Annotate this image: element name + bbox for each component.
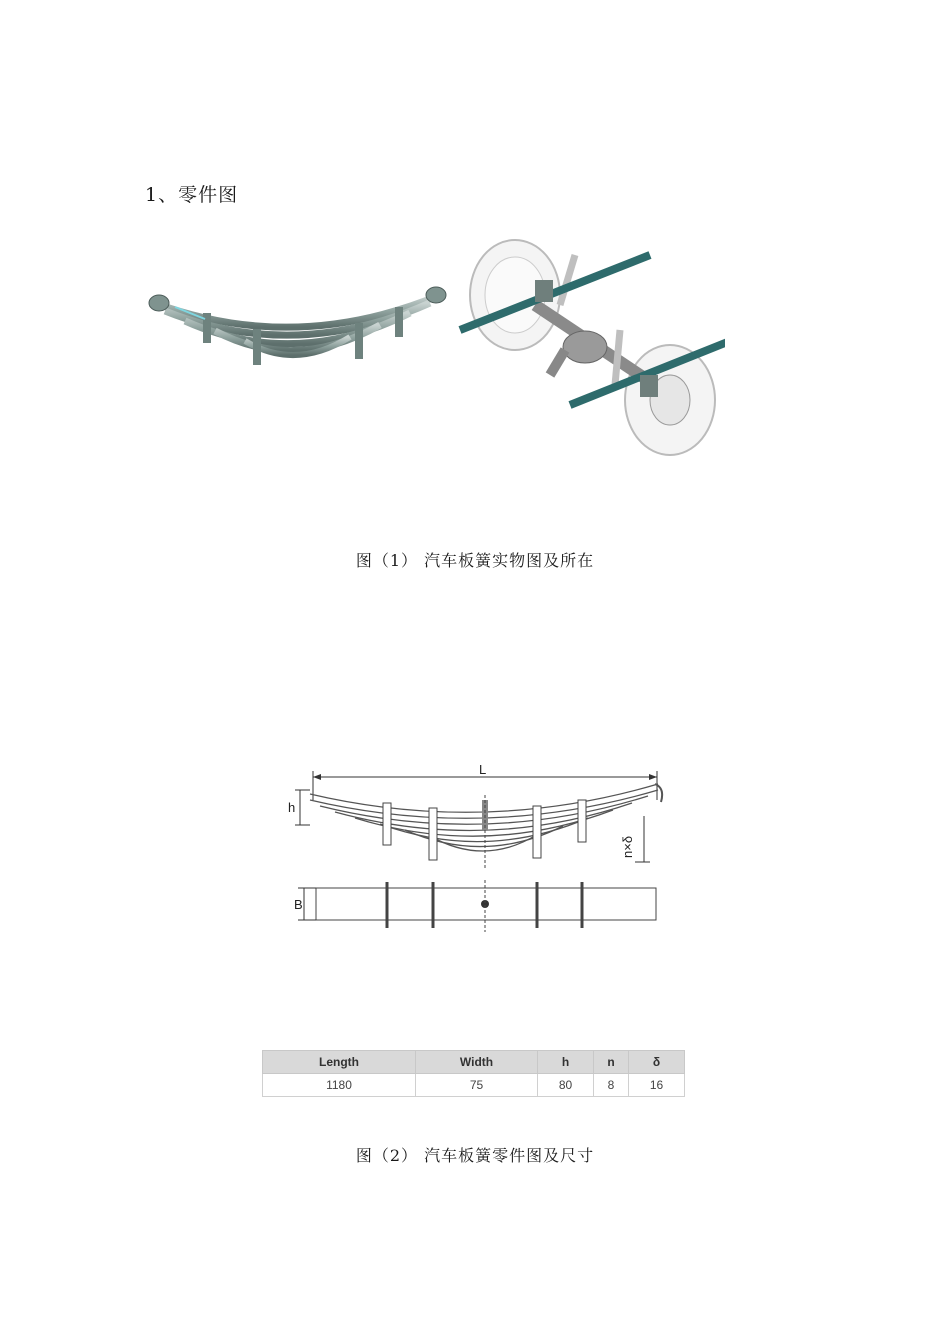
spec-table-header-row xyxy=(263,1051,685,1074)
dimension-n-delta-label: n×δ xyxy=(620,835,635,858)
header-length: Length xyxy=(263,1051,416,1074)
leaf-spring-technical-drawing xyxy=(280,760,665,940)
header-width: Width xyxy=(416,1051,538,1074)
cell-delta: 16 xyxy=(629,1074,685,1097)
cell-length: 1180 xyxy=(263,1074,416,1097)
axle-assembly-render xyxy=(455,235,725,460)
leaf-spring-photo xyxy=(145,285,450,375)
cell-width: 75 xyxy=(416,1074,538,1097)
figure-2-caption: 图（2） 汽车板簧零件图及尺寸 xyxy=(355,1146,595,1165)
dimension-length-label: L xyxy=(479,762,487,777)
header-h: h xyxy=(538,1051,594,1074)
section-heading: 1、零件图 xyxy=(145,184,239,206)
dimension-h-label: h xyxy=(288,800,296,815)
spring-spec-table xyxy=(262,1050,685,1097)
table-row xyxy=(263,1074,685,1097)
header-delta: δ xyxy=(629,1051,685,1074)
header-n: n xyxy=(594,1051,629,1074)
cell-h: 80 xyxy=(538,1074,594,1097)
dimension-b-label: B xyxy=(294,897,303,912)
cell-n: 8 xyxy=(594,1074,629,1097)
figure-1-caption: 图（1） 汽车板簧实物图及所在 xyxy=(355,551,595,570)
